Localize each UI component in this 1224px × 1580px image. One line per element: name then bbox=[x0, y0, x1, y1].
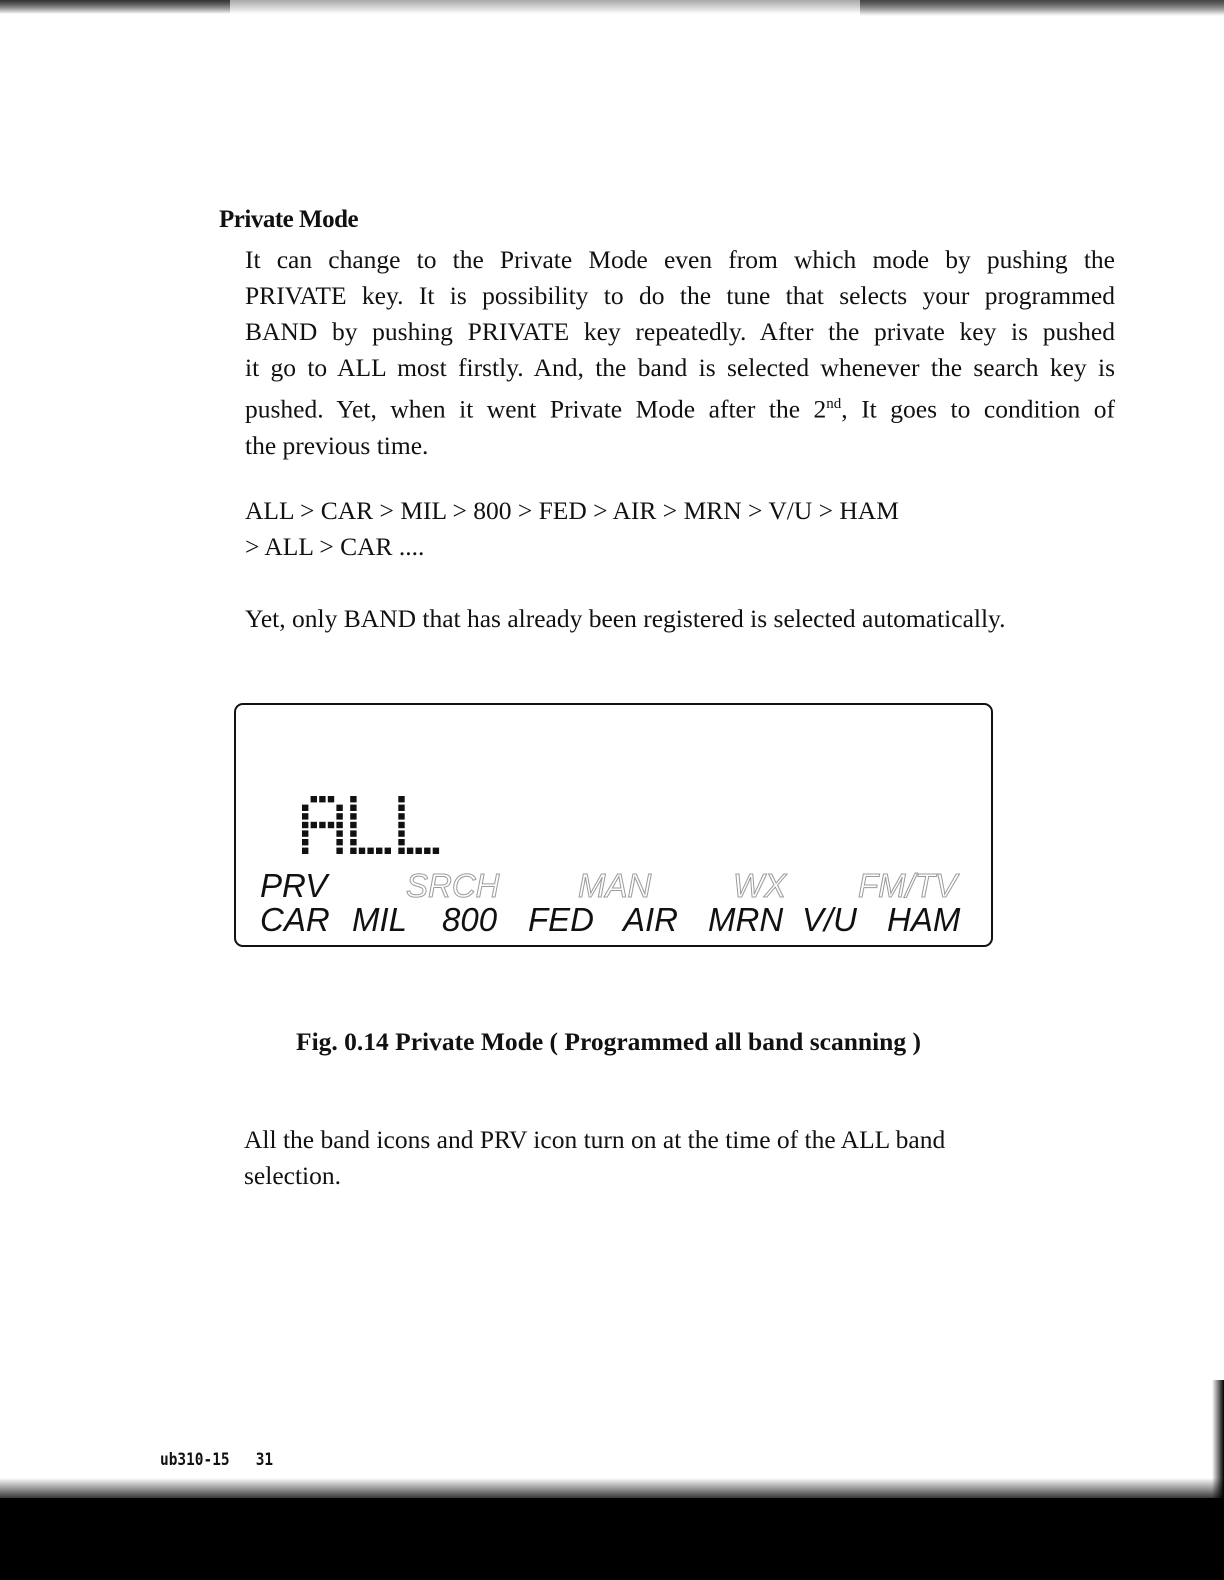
scan-shadow-top-right bbox=[860, 0, 1224, 16]
lcd-dot bbox=[311, 796, 317, 802]
lcd-dot bbox=[336, 805, 342, 811]
paragraph-line: pushed. Yet, when it went Private Mode after the 2nd, It goes to condition of bbox=[245, 394, 1115, 424]
lcd-main-dot-matrix bbox=[300, 795, 440, 857]
lcd-icon-fmtv: FM/TV bbox=[858, 867, 957, 904]
lcd-dot bbox=[311, 822, 317, 828]
lcd-dot bbox=[359, 848, 365, 854]
lcd-icon-prv: PRV bbox=[260, 867, 328, 904]
lcd-dot bbox=[302, 830, 308, 836]
page-footer bbox=[160, 1450, 273, 1470]
lcd-dot bbox=[319, 822, 325, 828]
lcd-dot bbox=[336, 839, 342, 845]
lcd-dot bbox=[328, 822, 334, 828]
lcd-dot bbox=[336, 848, 342, 854]
paragraph-line: It can change to the Private Mode even from which mode by pushing the bbox=[245, 245, 1115, 274]
lcd-dot bbox=[367, 848, 373, 854]
closing-paragraph: All the band icons and PRV icon turn on at the time of the ALL band selection. bbox=[244, 1125, 946, 1190]
lcd-dot bbox=[350, 830, 356, 836]
lcd-dot bbox=[302, 848, 308, 854]
lcd-dot bbox=[350, 848, 356, 854]
footer-doc-id: ub310-15 bbox=[160, 1450, 230, 1470]
lcd-dot bbox=[336, 822, 342, 828]
lcd-dot bbox=[398, 805, 404, 811]
lcd-icon-man: MAN bbox=[578, 867, 652, 904]
scan-shadow-bottom-fade bbox=[0, 1478, 1224, 1500]
lcd-dot bbox=[350, 796, 356, 802]
paragraph-line: it go to ALL most firstly. And, the band is selected whenever the search key is bbox=[245, 353, 1115, 382]
lcd-band-mil: MIL bbox=[352, 901, 408, 938]
band-sequence-line-2: > ALL > CAR .... bbox=[245, 532, 425, 561]
lcd-band-vu: V/U bbox=[802, 901, 858, 938]
lcd-dot bbox=[398, 796, 404, 802]
lcd-dot bbox=[350, 839, 356, 845]
lcd-dot bbox=[398, 848, 404, 854]
paragraph-line: PRIVATE key. It is possibility to do the tune that selects your programmed bbox=[245, 281, 1115, 310]
scan-edge-right bbox=[1212, 1380, 1224, 1500]
lcd-dot bbox=[424, 848, 430, 854]
lcd-dot bbox=[336, 830, 342, 836]
lcd-dot bbox=[350, 805, 356, 811]
lcd-dot bbox=[328, 796, 334, 802]
scan-edge-bottom bbox=[0, 1498, 1224, 1580]
lcd-dot bbox=[302, 839, 308, 845]
band-sequence-line-1: ALL > CAR > MIL > 800 > FED > AIR > MRN > V/U > HAM bbox=[245, 496, 899, 525]
lcd-band-mrn: MRN bbox=[708, 901, 784, 938]
scan-shadow-top-left bbox=[0, 0, 230, 14]
lcd-dot bbox=[433, 848, 439, 854]
paragraph-line: BAND by pushing PRIVATE key repeatedly. After the private key is pushed bbox=[245, 317, 1115, 346]
lcd-dot bbox=[385, 848, 391, 854]
lcd-dot bbox=[302, 805, 308, 811]
lcd-band-car: CAR bbox=[260, 901, 330, 938]
section-heading: Private Mode bbox=[219, 206, 359, 233]
paragraph-line: the previous time. bbox=[245, 430, 429, 460]
lcd-icon-srch: SRCH bbox=[406, 867, 500, 904]
lcd-dot bbox=[336, 813, 342, 819]
lcd-dot bbox=[319, 796, 325, 802]
lcd-band-fed: FED bbox=[528, 901, 594, 938]
registered-band-note: Yet, only BAND that has already been registered is selected automatically. bbox=[245, 604, 1006, 633]
lcd-band-air: AIR bbox=[623, 901, 679, 938]
superscript-nd: nd bbox=[826, 396, 842, 412]
intro-paragraph bbox=[245, 242, 1115, 464]
lcd-dot bbox=[376, 848, 382, 854]
page-number: 31 bbox=[255, 1450, 274, 1470]
lcd-dot bbox=[398, 830, 404, 836]
lcd-dot bbox=[302, 813, 308, 819]
lcd-dot bbox=[350, 813, 356, 819]
lcd-dot bbox=[407, 848, 413, 854]
figure-caption: Fig. 0.14 Private Mode ( Programmed all band scanning ) bbox=[296, 1027, 921, 1056]
lcd-band-ham: HAM bbox=[887, 901, 961, 938]
lcd-dot bbox=[398, 813, 404, 819]
lcd-dot bbox=[302, 822, 308, 828]
lcd-dot bbox=[398, 839, 404, 845]
lcd-dot bbox=[398, 822, 404, 828]
lcd-band-800: 800 bbox=[442, 901, 498, 938]
lcd-icon-wx: WX bbox=[733, 867, 787, 904]
lcd-dot bbox=[350, 822, 356, 828]
lcd-dot bbox=[416, 848, 422, 854]
band-sequence bbox=[245, 493, 1145, 565]
lcd-display-figure bbox=[234, 703, 993, 947]
